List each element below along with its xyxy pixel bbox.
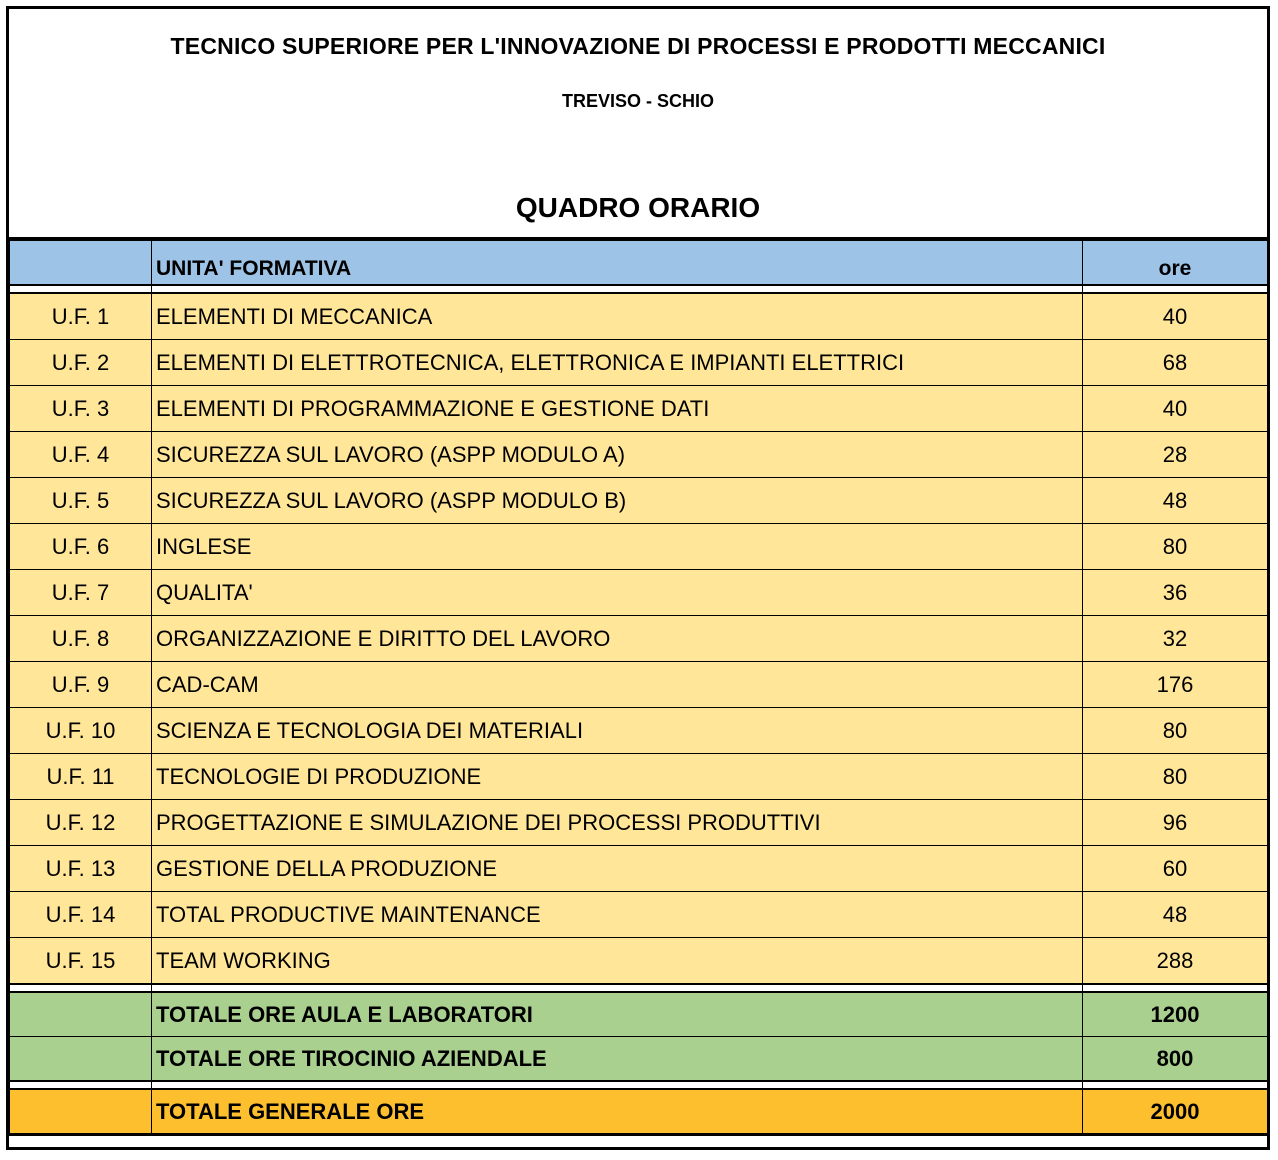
table-row xyxy=(10,800,1268,846)
table-row xyxy=(10,662,1268,708)
spacer-row xyxy=(10,285,1268,293)
unit-name: GESTIONE DELLA PRODUZIONE xyxy=(152,846,1083,892)
total-classroom-label: TOTALE ORE AULA E LABORATORI xyxy=(152,992,1083,1037)
table-row xyxy=(10,340,1268,386)
table-row xyxy=(10,432,1268,478)
hours-table xyxy=(9,240,1268,1136)
page-title: QUADRO ORARIO xyxy=(515,192,761,223)
timetable-sheet xyxy=(6,6,1270,1150)
unit-name: TEAM WORKING xyxy=(152,938,1083,985)
unit-name: ELEMENTI DI MECCANICA xyxy=(152,293,1083,340)
table-row xyxy=(10,524,1268,570)
unit-code: U.F. 12 xyxy=(10,800,152,846)
unit-hours: 80 xyxy=(1083,708,1268,754)
unit-hours: 32 xyxy=(1083,616,1268,662)
unit-hours: 176 xyxy=(1083,662,1268,708)
unit-hours: 80 xyxy=(1083,754,1268,800)
unit-name: SCIENZA E TECNOLOGIA DEI MATERIALI xyxy=(152,708,1083,754)
table-row xyxy=(10,570,1268,616)
unit-hours: 40 xyxy=(1083,386,1268,432)
unit-name: ORGANIZZAZIONE E DIRITTO DEL LAVORO xyxy=(152,616,1083,662)
table-header-row xyxy=(10,241,1268,286)
unit-name: ELEMENTI DI PROGRAMMAZIONE E GESTIONE DATI xyxy=(152,386,1083,432)
grand-total-hours: 2000 xyxy=(1083,1089,1268,1135)
table-row xyxy=(10,386,1268,432)
unit-hours: 36 xyxy=(1083,570,1268,616)
unit-hours: 288 xyxy=(1083,938,1268,985)
header-hours-cell: ore xyxy=(1083,241,1268,286)
unit-code: U.F. 4 xyxy=(10,432,152,478)
unit-code: U.F. 6 xyxy=(10,524,152,570)
unit-hours: 80 xyxy=(1083,524,1268,570)
course-location: TREVISO - SCHIO xyxy=(561,91,714,111)
total-internship-row xyxy=(10,1037,1268,1082)
sheet-header xyxy=(9,9,1267,240)
unit-hours: 68 xyxy=(1083,340,1268,386)
unit-hours: 60 xyxy=(1083,846,1268,892)
unit-code: U.F. 9 xyxy=(10,662,152,708)
spacer-row xyxy=(10,984,1268,992)
unit-name: SICUREZZA SUL LAVORO (ASPP MODULO A) xyxy=(152,432,1083,478)
unit-name: SICUREZZA SUL LAVORO (ASPP MODULO B) xyxy=(152,478,1083,524)
unit-name: PROGETTAZIONE E SIMULAZIONE DEI PROCESSI PRODUTTIVI xyxy=(152,800,1083,846)
unit-hours: 96 xyxy=(1083,800,1268,846)
table-row xyxy=(10,892,1268,938)
unit-code: U.F. 10 xyxy=(10,708,152,754)
unit-hours: 48 xyxy=(1083,892,1268,938)
unit-code: U.F. 13 xyxy=(10,846,152,892)
table-row xyxy=(10,293,1268,340)
header-unit-cell: UNITA' FORMATIVA xyxy=(152,241,1083,286)
unit-code: U.F. 3 xyxy=(10,386,152,432)
unit-code: U.F. 11 xyxy=(10,754,152,800)
unit-code: U.F. 15 xyxy=(10,938,152,985)
table-row xyxy=(10,708,1268,754)
unit-name: ELEMENTI DI ELETTROTECNICA, ELETTRONICA E IMPIANTI ELETTRICI xyxy=(152,340,1083,386)
unit-code: U.F. 5 xyxy=(10,478,152,524)
total-internship-label: TOTALE ORE TIROCINIO AZIENDALE xyxy=(152,1037,1083,1082)
unit-name: CAD-CAM xyxy=(152,662,1083,708)
unit-hours: 48 xyxy=(1083,478,1268,524)
unit-name: TOTAL PRODUCTIVE MAINTENANCE xyxy=(152,892,1083,938)
table-row xyxy=(10,616,1268,662)
grand-total-label: TOTALE GENERALE ORE xyxy=(152,1089,1083,1135)
table-row xyxy=(10,754,1268,800)
unit-name: INGLESE xyxy=(152,524,1083,570)
unit-hours: 40 xyxy=(1083,293,1268,340)
unit-hours: 28 xyxy=(1083,432,1268,478)
unit-code: U.F. 7 xyxy=(10,570,152,616)
table-row xyxy=(10,846,1268,892)
grand-total-row xyxy=(10,1089,1268,1135)
header-code-cell xyxy=(10,241,152,286)
unit-name: QUALITA' xyxy=(152,570,1083,616)
unit-code: U.F. 1 xyxy=(10,293,152,340)
spacer-row xyxy=(10,1081,1268,1089)
total-classroom-hours: 1200 xyxy=(1083,992,1268,1037)
course-title: TECNICO SUPERIORE PER L'INNOVAZIONE DI PROCESSI E PRODOTTI MECCANICI xyxy=(170,33,1106,59)
total-internship-hours: 800 xyxy=(1083,1037,1268,1082)
unit-code: U.F. 2 xyxy=(10,340,152,386)
total-classroom-row xyxy=(10,992,1268,1037)
unit-code: U.F. 8 xyxy=(10,616,152,662)
table-row xyxy=(10,938,1268,985)
unit-name: TECNOLOGIE DI PRODUZIONE xyxy=(152,754,1083,800)
unit-code: U.F. 14 xyxy=(10,892,152,938)
table-row xyxy=(10,478,1268,524)
